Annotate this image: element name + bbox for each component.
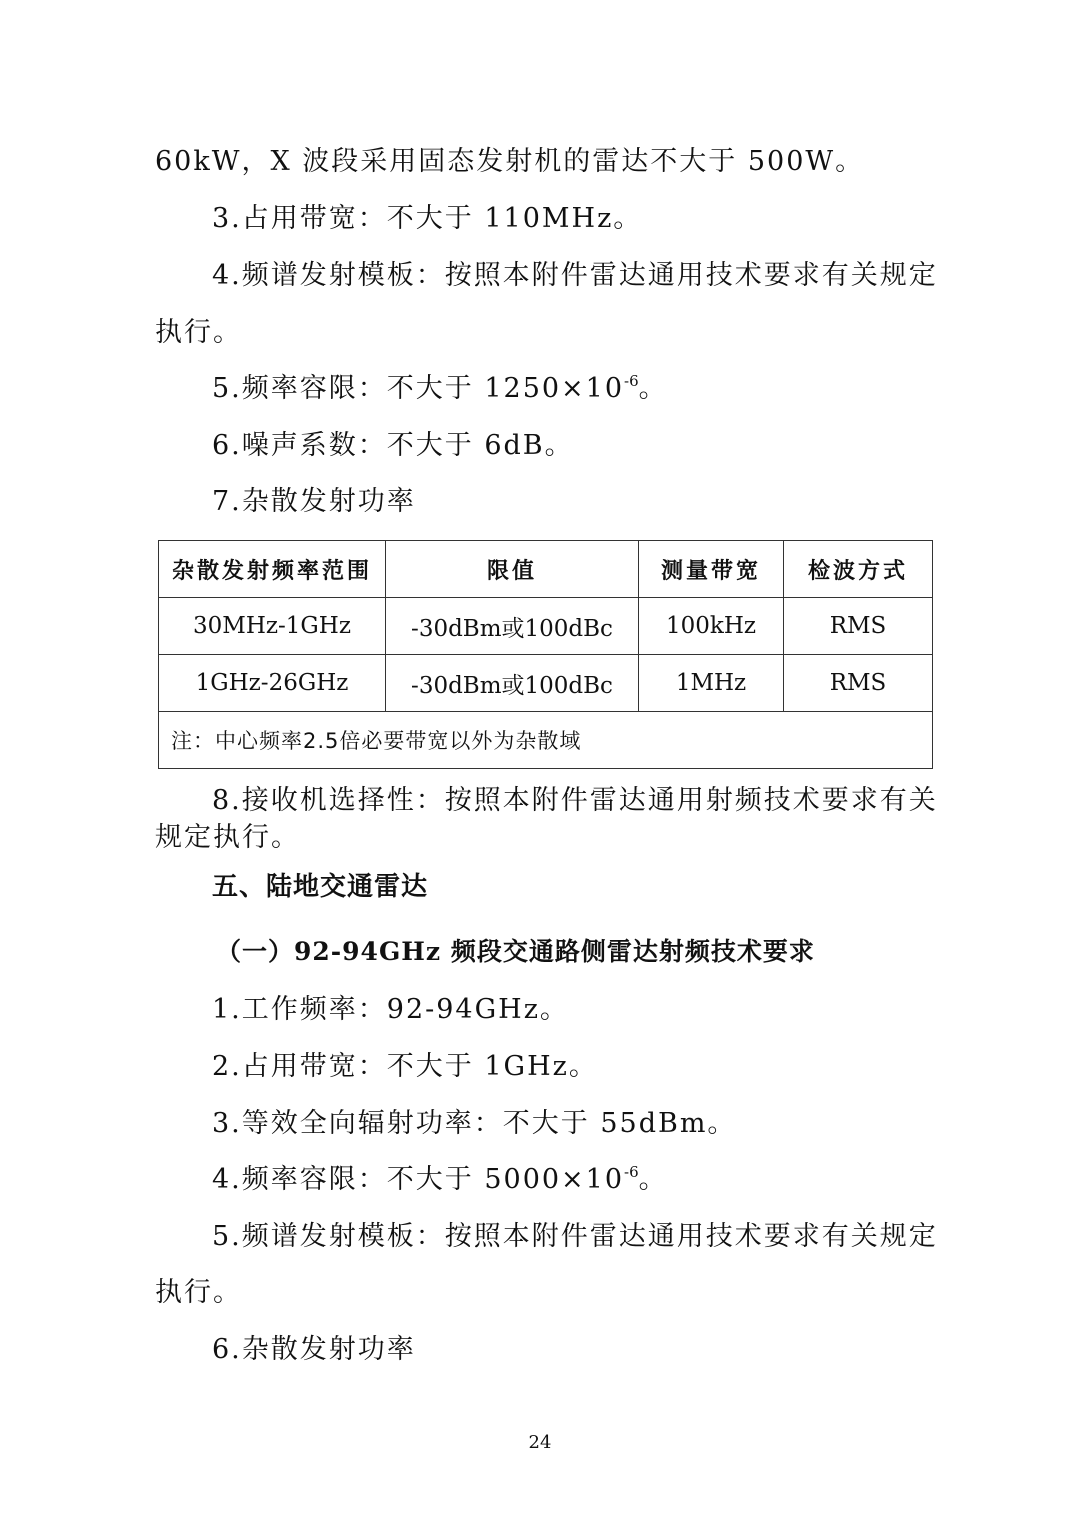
item-frequency-tolerance: [212, 371, 668, 407]
item-occupied-bandwidth-2: 2.占用带宽：不大于 1GHz。: [212, 1051, 598, 1082]
table-header-cell: 杂散发射频率范围: [159, 541, 386, 598]
table-header-cell: 限值: [386, 541, 639, 598]
subsection-heading: （一）92-94GHz 频段交通路侧雷达射频技术要求: [216, 937, 815, 966]
item-spectrum-mask-line1: 4.频谱发射模板：按照本附件雷达通用技术要求有关规定: [212, 260, 938, 291]
table-cell: RMS: [784, 655, 933, 712]
item-spurious-emission: 7.杂散发射功率: [212, 486, 416, 517]
item-spurious-emission-2: 6.杂散发射功率: [212, 1334, 416, 1365]
tolerance-text: 4.频率容限：不大于 5000×10: [212, 1164, 625, 1195]
item-receiver-selectivity-line2: 规定执行。: [155, 822, 300, 853]
item-spectrum-mask-2-line2: 执行。: [155, 1277, 242, 1308]
spurious-emission-table: [158, 540, 933, 769]
item-noise-figure: 6.噪声系数：不大于 6dB。: [212, 430, 574, 461]
paragraph-continuation: 60kW，X 波段采用固态发射机的雷达不大于 500W。: [155, 146, 865, 177]
table-cell: 30MHz-1GHz: [159, 598, 386, 655]
item-spectrum-mask-2-line1: 5.频谱发射模板：按照本附件雷达通用技术要求有关规定: [212, 1221, 938, 1252]
table-row: [159, 655, 933, 712]
tolerance-end: 。: [638, 1164, 668, 1195]
page-number: 24: [528, 1432, 552, 1453]
item-receiver-selectivity-line1: 8.接收机选择性：按照本附件雷达通用射频技术要求有关: [212, 785, 938, 816]
table-cell: RMS: [784, 598, 933, 655]
table-header-row: [159, 541, 933, 598]
item-eirp: 3.等效全向辐射功率：不大于 55dBm。: [212, 1108, 737, 1139]
table-note: 注：中心频率2.5倍必要带宽以外为杂散域: [159, 712, 933, 769]
table-cell: 1GHz-26GHz: [159, 655, 386, 712]
item-occupied-bandwidth: 3.占用带宽：不大于 110MHz。: [212, 203, 643, 234]
item-operating-frequency: 1.工作频率：92-94GHz。: [212, 994, 569, 1025]
table-cell: 100kHz: [639, 598, 784, 655]
section-heading: 五、陆地交通雷达: [212, 872, 429, 902]
table-cell: -30dBm或100dBc: [386, 655, 639, 712]
item-spectrum-mask-line2: 执行。: [155, 317, 242, 348]
tolerance-exponent: -6: [624, 1163, 639, 1181]
table-cell: 1MHz: [639, 655, 784, 712]
tolerance-exponent: -6: [624, 372, 639, 390]
tolerance-end: 。: [638, 373, 668, 404]
table-header-cell: 测量带宽: [639, 541, 784, 598]
table-row: [159, 598, 933, 655]
table-cell: -30dBm或100dBc: [386, 598, 639, 655]
table-note-row: [159, 712, 933, 769]
tolerance-text: 5.频率容限：不大于 1250×10: [212, 373, 625, 404]
table-header-cell: 检波方式: [784, 541, 933, 598]
item-frequency-tolerance-2: [212, 1162, 668, 1198]
